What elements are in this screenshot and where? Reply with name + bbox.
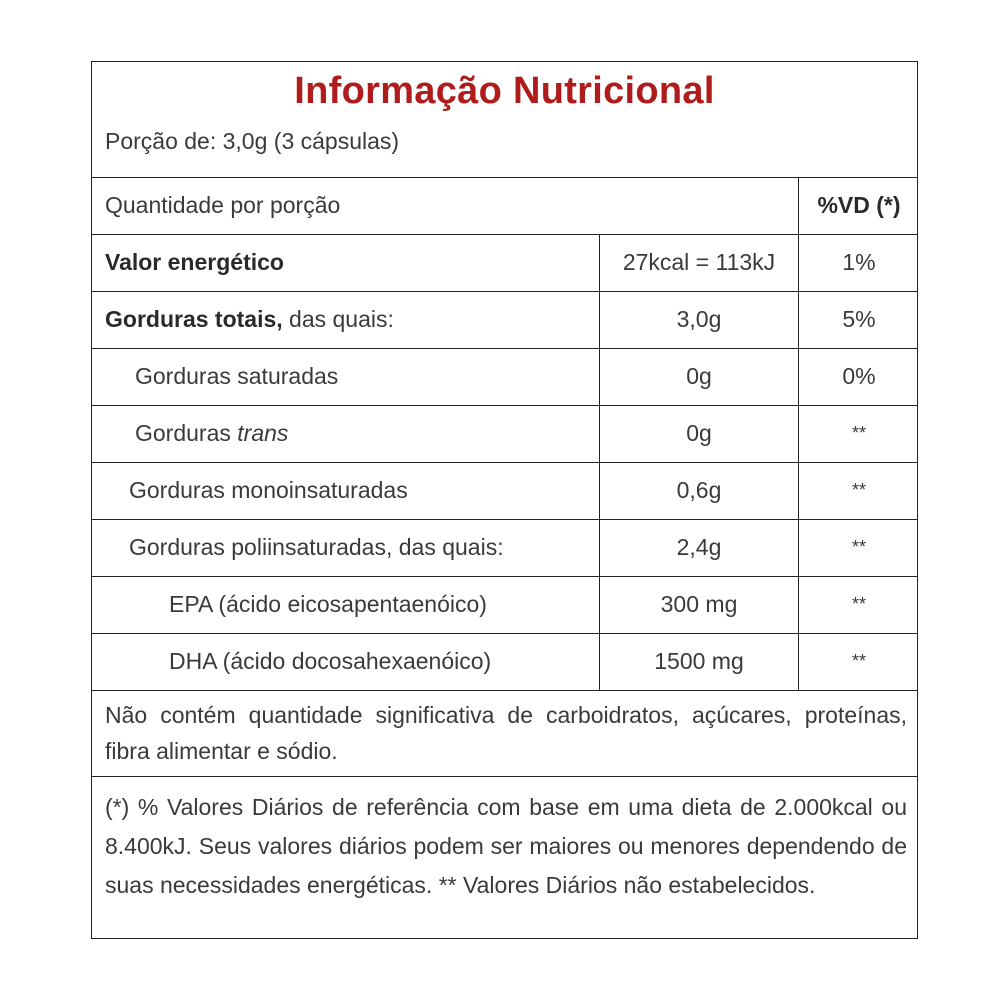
nutrient-amount: 27kcal = 113kJ: [599, 234, 798, 291]
not-contains-note: Não contém quantidade significativa de carboidratos, açúcares, proteínas, fibra alimentar e sódio.: [92, 685, 917, 777]
nutrient-amount: 2,4g: [599, 519, 798, 576]
nutrient-name: [92, 405, 599, 462]
nutrient-name: Gorduras poliinsaturadas, das quais:: [129, 534, 504, 560]
nutrient-amount: 0,6g: [599, 462, 798, 519]
nutrient-amount: 3,0g: [599, 291, 798, 348]
table-row: [92, 348, 917, 406]
table-row: [92, 633, 917, 691]
nutrient-name-text: Gorduras: [135, 420, 238, 446]
label-header: [92, 62, 917, 178]
table-row: [92, 405, 917, 463]
nutrient-name: DHA (ácido docosahexaenóico): [169, 648, 492, 674]
nutrient-name-italic: trans: [237, 420, 289, 446]
nutrient-vd: 5%: [798, 291, 919, 348]
portion-size: Porção de: 3,0g (3 cápsulas): [105, 128, 400, 154]
nutrient-amount: 300 mg: [599, 576, 798, 633]
nutrient-vd: 0%: [798, 348, 919, 405]
nutrient-name: Gorduras monoinsaturadas: [129, 477, 408, 503]
nutrient-vd: **: [798, 519, 919, 576]
nutrient-vd: **: [798, 633, 919, 690]
nutrient-name: Gorduras saturadas: [135, 363, 339, 389]
nutrient-amount: 0g: [599, 405, 798, 462]
label-title: Informação Nutricional: [294, 70, 715, 112]
nutrition-facts-label: [91, 61, 918, 939]
table-row: [92, 576, 917, 634]
table-header-row: [92, 177, 917, 235]
nutrient-name: [92, 291, 599, 348]
table-row: [92, 291, 917, 349]
table-row: [92, 234, 917, 292]
vd-column-header: %VD (*): [798, 177, 919, 234]
nutrient-vd: **: [798, 576, 919, 633]
nutrient-vd: 1%: [798, 234, 919, 291]
nutrient-name-bold: Gorduras totais,: [105, 306, 283, 332]
nutrient-name: Valor energético: [105, 249, 284, 275]
daily-values-footnote: (*) % Valores Diários de referência com base em uma dieta de 2.000kcal ou 8.400kJ. Seus valores diários podem ser maiores ou menores dependendo de suas necessidades energéticas. ** Valores Diários não estabelecidos.: [105, 794, 907, 898]
nutrient-amount: 0g: [599, 348, 798, 405]
nutrient-amount: 1500 mg: [599, 633, 798, 690]
table-row: [92, 462, 917, 520]
quantity-per-portion-label: Quantidade por porção: [105, 192, 341, 218]
nutrient-vd: **: [798, 405, 919, 462]
table-row: [92, 519, 917, 577]
nutrient-vd: **: [798, 462, 919, 519]
nutrient-name-rest: das quais:: [282, 306, 394, 332]
nutrient-name: EPA (ácido eicosapentaenóico): [169, 591, 487, 617]
